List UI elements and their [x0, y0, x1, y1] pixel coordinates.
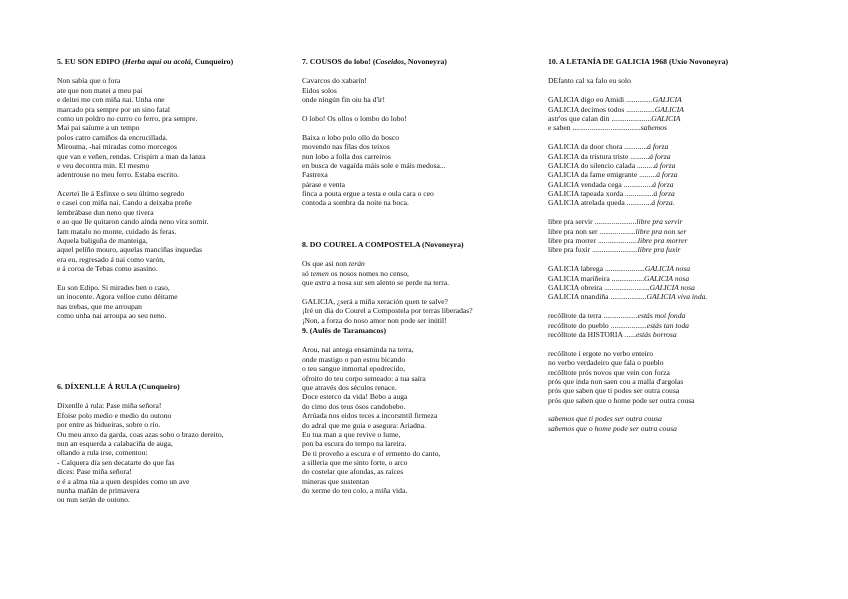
litany-response: GALICIA: [652, 95, 682, 105]
litany-dots: .........: [639, 170, 657, 180]
stanza-gap: [302, 105, 542, 114]
poem-line: Baixa o lobo polo ollo do bosco: [302, 132, 400, 142]
poem-10-body: [548, 76, 808, 433]
poem-8-body: [302, 259, 542, 325]
section-8: [302, 240, 542, 325]
stanza-gap: [548, 302, 808, 311]
section-9: [302, 326, 542, 496]
section-7-number: 7. COUSOS do lobo! (: [302, 57, 376, 66]
poem-line: recólltote prós novos que vein con forza: [548, 367, 670, 377]
section-5-author: , Cunqueiro): [190, 57, 234, 66]
text-run: Os que asi non: [302, 259, 349, 269]
poem-line: do xerme do teu colo, a miña vida.: [302, 486, 408, 496]
poem-line: Aquela baliguña de manteiga,: [57, 236, 148, 246]
poem-line: finca a pouta ergue a testa e oula cara o ceo: [302, 189, 434, 199]
poem-line: mineras que sustentan: [302, 476, 370, 486]
poem-line: Mai pai saíume a un tempo: [57, 123, 140, 133]
text-run: a nosa sur sen alento se perde na terra.: [330, 278, 449, 288]
poem-line: [302, 269, 542, 278]
poem-line: adentrouse no meu ferro. Estaba escrito.: [57, 170, 180, 180]
poem-line: O lobo! Os ollos o lombo do lobo!: [302, 113, 407, 123]
poem-line: sabemos que ti podes ser outra cousa: [548, 414, 662, 424]
litany-line: [548, 292, 808, 301]
litany-lead: GALICIA da tristura triste: [548, 151, 631, 161]
poem-line: ¡Non, a forza do noso amor non pode ser inútil!: [302, 315, 447, 325]
poem-line: párase e venta: [302, 179, 346, 189]
poem-line: prós que inda non saen cou a malla d'argolas: [548, 376, 684, 386]
litany-lead: GALICIA mariñeira: [548, 273, 612, 283]
litany-dots: ...............: [626, 104, 655, 114]
poem-line: dices: Pase miña señora!: [57, 467, 132, 477]
litany-line: [548, 180, 808, 189]
poem-line: nun an esquerda a calabaciña de auga,: [57, 438, 173, 448]
poem-6-body: [57, 401, 297, 504]
poem-line: aquel pelíño mouro, aquelas manciñas inquedas: [57, 245, 203, 255]
litany-lead: GALICIA digo eu Amidi: [548, 95, 627, 105]
poem-line: Díxenlle á rula: Pase miña señora!: [57, 401, 162, 411]
section-10: [548, 57, 808, 433]
poem-line: movendo nas fílas dos teixos: [302, 142, 390, 152]
poem-line: ofroito do teu corpo semeado: a tua saíra: [302, 373, 426, 383]
poem-line: ate que non matei a meu pai: [57, 85, 143, 95]
litany-dots: .....................: [604, 264, 645, 274]
poem-line: pon ba escura do tempo na lareira.: [302, 439, 407, 449]
litany-response: á forza.: [651, 198, 675, 208]
poem-line: o teu sangue inmortal epodrecido,: [302, 364, 406, 374]
poem-line: Ou meu anxo da garda, coas azas sobo o brazo dereito,: [57, 429, 224, 439]
poem-line: Doce esterco da vida! Bebo a auga: [302, 392, 408, 402]
poem-line: un inocente. Agora velloe cuno déitame: [57, 292, 178, 302]
litany-dots: .........: [637, 160, 655, 170]
litany-response: libre pra servir: [636, 217, 683, 227]
stanza-gap: [302, 123, 542, 132]
litany-response: á forza: [656, 170, 678, 180]
poem-line: Iam matalo no monte, cuidado ás feras.: [57, 226, 177, 236]
litany-dots: ......................: [594, 217, 637, 227]
litany-lead: GALICIA tapeada xorda: [548, 189, 625, 199]
litany-dots: ............: [624, 142, 648, 152]
litany-lead: recólltote da terra: [548, 311, 604, 321]
poem-line: Eu tua man a que revive o lume,: [302, 429, 401, 439]
poem-line: nas trebas, que me arroupan: [57, 301, 142, 311]
litany-dots: ..............: [626, 95, 653, 105]
litany-dots: .....................: [597, 236, 638, 246]
litany-line: [548, 283, 808, 292]
poem-line: onde mastigo o pan estou bicando: [302, 354, 406, 364]
poem-line: como un poldro no curro co ferro, pra sempre.: [57, 113, 198, 123]
poem-line: Mirouma, -hai miradas como morcegos: [57, 142, 177, 152]
stanza-gap: [548, 255, 808, 264]
poem-intro: DEfanto cal xa falo eu solo: [548, 76, 631, 86]
litany-response: GALICIA viva inda.: [646, 292, 708, 302]
litany-dots: ........................: [604, 283, 650, 292]
litany-dots: ..........: [630, 151, 650, 161]
poem-line: que através dos séculos renace.: [302, 382, 397, 392]
litany-response: libre pra fuxir: [637, 245, 681, 255]
litany-line: [548, 123, 808, 132]
litany-lead: GALICIA labrega: [548, 264, 605, 274]
poem-line: no verbo verdadeiro que fala o pueblo: [548, 358, 664, 368]
litany-lead: GALICIA do silencio calada: [548, 160, 637, 170]
litany-response: sabemos: [640, 123, 667, 133]
litany-dots: .....................: [611, 113, 652, 123]
litany-response: GALICIA nosa: [644, 264, 691, 274]
litany-lead: GALICIA vendada cega: [548, 179, 624, 189]
poem-line: nunha mañán de primavera: [57, 485, 140, 495]
poem-line: Efoise polo medio e medio do outono: [57, 410, 172, 420]
stanza-gap: [548, 86, 808, 95]
section-10-heading: 10. A LETANÍA DE GALICIA 1968 (Uxío Novoneyra): [548, 57, 729, 66]
section-5-source: Herba aquí ou acolá: [124, 57, 191, 66]
litany-dots: ...................: [599, 226, 636, 236]
litany-dots: ......: [624, 329, 636, 339]
litany-lead: libre pra fuxir: [548, 245, 593, 255]
poem-line: onde ningún fin oiu ha d'ir!: [302, 95, 385, 105]
poem-line: e á coroa de Tebas como asasino.: [57, 264, 158, 274]
text-run: só: [302, 268, 311, 278]
litany-lead: libre pra morrer: [548, 236, 598, 246]
litany-response: á forza: [652, 179, 674, 189]
section-9-heading: 9. (Aulês de Taramancos): [302, 326, 387, 335]
section-6: [57, 382, 297, 505]
poem-line: Fastrexa: [302, 170, 328, 180]
litany-line: [548, 95, 808, 104]
litany-line: [548, 321, 808, 330]
litany-lead: GALICIA da door chora: [548, 142, 625, 152]
section-7-source: Coseidos: [375, 57, 405, 66]
litany-line: [548, 264, 808, 273]
emphasis: astra: [314, 278, 331, 288]
litany-lead: astr'os que calan din: [548, 113, 612, 123]
litany-line: [548, 245, 808, 254]
poem-line: [302, 259, 542, 268]
stanza-gap: [548, 405, 808, 414]
poem-line: Cavarcos do xabarín!: [302, 76, 367, 86]
poem-line: que van e veñen, rendas. Crispirn a man da lanza: [57, 151, 206, 161]
poem-line: por entre as bidueiras, sobre o río.: [57, 420, 161, 430]
poem-line: polos catro camiños da encrucillada.: [57, 132, 168, 142]
poem-line: nun lobo a folla dos carreiros: [302, 151, 391, 161]
litany-dots: ....................................: [572, 123, 641, 133]
poem-line: ou nun serán de outono.: [57, 495, 130, 505]
litany-line: [548, 311, 808, 320]
poem-line: Acertei lle á Esfinxe o seu último segredo: [57, 189, 185, 199]
poem-line: lembrábase dun neno que tivera: [57, 207, 154, 217]
litany-line: [548, 227, 808, 236]
litany-dots: .............: [626, 198, 652, 208]
litany-lead: recólltote do pueblo: [548, 320, 611, 330]
section-7: [302, 57, 542, 208]
litany-lead: e saben: [548, 123, 573, 133]
litany-lead: GALICIA da fame emigrante: [548, 170, 640, 180]
poem-line: e é a alma túa a quen despides como un ave: [57, 476, 190, 486]
litany-line: [548, 236, 808, 245]
litany-response: á forza: [649, 151, 671, 161]
litany-response: á forza: [654, 160, 676, 170]
litany-line: [548, 161, 808, 170]
poem-line: Eidos solos: [302, 85, 337, 95]
litany-line: [548, 105, 808, 114]
litany-lead: libre pra servir: [548, 217, 595, 227]
litany-line: [548, 142, 808, 151]
litany-dots: ..................: [603, 311, 638, 321]
poem-line: prós que saben que ti podes ser outra cousa: [548, 386, 680, 396]
litany-line: [548, 198, 808, 207]
litany-response: á forza: [653, 189, 675, 199]
litany-line: [548, 152, 808, 161]
emphasis: temen: [310, 268, 329, 278]
stanza-gap: [302, 288, 542, 297]
poem-9-body: [302, 345, 542, 495]
section-7-heading: [302, 57, 542, 66]
litany-response: GALICIA: [654, 104, 684, 114]
poem-line: Arou, nai antega ensaminda na terra,: [302, 345, 414, 355]
stanza-gap: [548, 208, 808, 217]
poem-line: en busca de vagaída máis sole e máis medosa...: [302, 160, 446, 170]
litany-response: GALICIA nosa: [643, 273, 690, 283]
poem-7-body: [302, 76, 542, 207]
stanza-gap: [548, 133, 808, 142]
poem-line: Eu son Edipo. Si mirades ben o caso,: [57, 283, 170, 292]
poem-line: do cimo dos teus ósos candobebo.: [302, 401, 406, 411]
poem-line: e veu decontra min. El mesmo: [57, 160, 150, 170]
litany-response: estás borrosa: [635, 329, 677, 339]
poem-line: e ao que lle quitaron cando aínda neno vira somir.: [57, 217, 209, 227]
litany-dots: ...................: [610, 320, 647, 330]
litany-response: estás tan toda: [646, 320, 689, 330]
litany-response: á forza: [647, 142, 669, 152]
litany-line: [548, 330, 808, 339]
poem-line: - Calquera día sen decatarte do que fas: [57, 457, 175, 467]
poem-5-body: [57, 76, 297, 320]
stanza-gap: [57, 274, 297, 283]
poem-line: a silleria que me sinto forte, o arco: [302, 458, 408, 468]
poem-line: Non sabía que o fora: [57, 76, 121, 86]
emphasis: terán: [348, 259, 365, 269]
litany-response: libre pra morrer: [637, 236, 688, 246]
stanza-gap: [57, 180, 297, 189]
poem-line: contoda a sombra da noite na boca.: [302, 198, 409, 208]
poem-line: prós que saben que o home pode ser outra cousa: [548, 395, 695, 405]
poem-line: recólltote i ergote no verbo enteiro: [548, 348, 654, 358]
poem-line: sabemos que o home pode ser outra cousa: [548, 423, 677, 433]
text-run: que: [302, 278, 315, 288]
stanza-gap: [548, 339, 808, 348]
litany-lead: GALICIA atrelada queda: [548, 198, 627, 208]
litany-line: [548, 114, 808, 123]
litany-response: GALICIA nosa: [649, 283, 695, 292]
poem-line: ¡Iré un día do Courel a Compostela por terras liberadas?: [302, 306, 473, 316]
poem-line: era eu, regresado á nai como varón,: [57, 254, 165, 264]
litany-lead: GALICIA decímos todos: [548, 104, 627, 114]
poem-line: do costelar que afondas, as raíces: [302, 467, 404, 477]
litany-dots: ........................: [592, 245, 638, 255]
section-5-heading: [57, 57, 297, 66]
litany-lead: recólltote da HISTORIA: [548, 329, 625, 339]
section-5: [57, 57, 297, 321]
litany-line: [548, 170, 808, 179]
litany-dots: .................: [611, 273, 644, 283]
litany-lead: GALICIA obreira: [548, 283, 605, 292]
poem-line: Arrúada nos eidos teces a incorsmtil firmeza: [302, 411, 438, 421]
litany-dots: ...................: [610, 292, 647, 302]
poem-line: do adral que me guia e asegura: Ariadna.: [302, 420, 426, 430]
litany-lead: GALICIA nnandiña: [548, 292, 611, 302]
poem-line: e deitei me con miña nai. Unha one: [57, 95, 165, 105]
litany-lead: libre pra non ser: [548, 226, 600, 236]
litany-response: GALICIA: [651, 113, 681, 123]
text-run: os nosos nomes no censo,: [328, 268, 409, 278]
litany-line: [548, 274, 808, 283]
section-6-author: Cunqueiro): [141, 382, 180, 391]
poem-line: como unha nai arroupa ao seu neno.: [57, 311, 167, 321]
poem-line: De ti proveño a escura e of ermento do canto,: [302, 448, 441, 458]
litany-response: libre pra non ser: [635, 226, 687, 236]
section-5-number: 5. EU SON EDIPO (: [57, 57, 125, 66]
section-6-heading: [57, 382, 297, 391]
litany-dots: ...............: [624, 189, 654, 199]
litany-response: estás moi fonda: [637, 311, 686, 321]
section-7-author: , Novoneyra): [404, 57, 447, 66]
poem-line: marcado pra sempre por un sino fatal: [57, 104, 171, 114]
section-6-number: 6. DÍXENLLE Á RULA (: [57, 382, 142, 391]
litany-dots: ...............: [623, 179, 653, 189]
litany-line: [548, 217, 808, 226]
section-8-heading: 8. DO COUREL A COMPOSTELA (Novoneyra): [302, 240, 464, 249]
poem-line: [302, 278, 542, 287]
poem-line: e casei con miña nai. Cando a deixaba preñe: [57, 198, 192, 208]
litany-line: [548, 189, 808, 198]
poem-line: GALICIA, ¿será a miña xeración quen te salve?: [302, 296, 448, 306]
poem-line: ollando a rula irse, comentou:: [57, 448, 148, 458]
